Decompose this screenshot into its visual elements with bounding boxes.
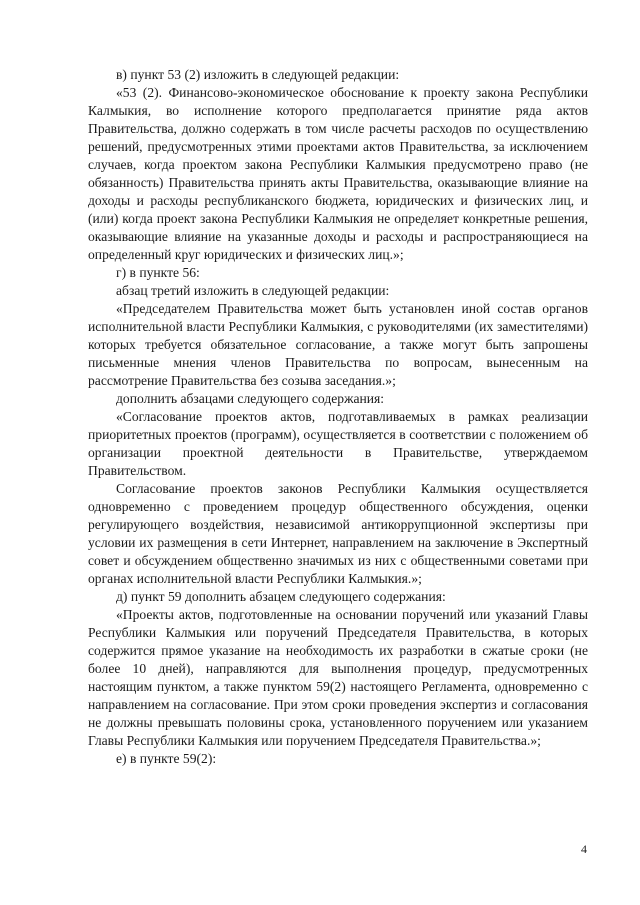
paragraph-priority-projects: «Согласование проектов актов, подготавливаемых в рамках реализации приоритетных проектов (программ), осуществляется в соответствии с положением об организации проектной деятельности в Правительстве, утверждаемом Правительством. <box>88 409 588 478</box>
document-body <box>88 66 588 768</box>
paragraph-amend-59: д) пункт 59 дополнить абзацем следующего содержания: <box>116 589 446 604</box>
paragraph-amend-53-2: в) пункт 53 (2) изложить в следующей редакции: <box>116 67 400 82</box>
paragraph-amend-59-2: е) в пункте 59(2): <box>116 751 217 766</box>
paragraph-law-approval: Согласование проектов законов Республики Калмыкия осуществляется одновременно с проведением процедур общественного обсуждения, оценки регулирующего воздействия, независимой антикоррупционной экспертизы при условии их размещения в сети Интернет, направлением на заключение в Экспертный совет и обсуждением общественно значимых из них с общественными советами при органах исполнительной власти Республики Калмыкия.»; <box>88 481 588 586</box>
paragraph-add-abzacs: дополнить абзацами следующего содержания: <box>116 391 385 406</box>
paragraph-amend-56: г) в пункте 56: <box>116 265 200 280</box>
paragraph-56-abzac-3-text: «Председателем Правительства может быть установлен иной состав органов исполнительной власти Республики Калмыкия, с руководителями (их заместителями) которых требуется обязательное согласование, а также могут быть запрошены письменные мнения членов Правительства по вопросам, вынесенным на рассмотрение Правительства без созыва заседания.»; <box>88 301 588 388</box>
page-number: 4 <box>581 842 587 856</box>
paragraph-56-abzac-3: абзац третий изложить в следующей редакции: <box>116 283 390 298</box>
paragraph-53-2-text: «53 (2). Финансово-экономическое обоснование к проекту закона Республики Калмыкия, во исполнение которого предполагается принятие ряда актов Правительства, должно содержать в том числе расчеты расходов по осуществлению решений, предусмотренных этими проектами актов Правительства, за исключением случаев, когда проектом закона Республики Калмыкия предусмотрено право (не обязанность) Правительства принять акты Правительства, оказывающие влияние на доходы и расходы республиканского бюджета, юридических и физических лиц, и (или) когда проект закона Республики Калмыкия не определяет конкретные решения, оказывающие влияние на указанные доходы и расходы и распространяющиеся на определенный круг юридических и физических лиц.»; <box>88 85 588 262</box>
paragraph-59-text: «Проекты актов, подготовленные на основании поручений или указаний Главы Республики Калмыкия или поручений Председателя Правительства, в которых содержится прямое указание на необходимость их разработки в сжатые сроки (не более 10 дней), направляются для выполнения процедур, предусмотренных настоящим пунктом, а также пунктом 59(2) настоящего Регламента, одновременно с направлением на согласование. При этом сроки проведения экспертиз и согласования не должны превышать половины срока, установленного поручением или указанием Главы Республики Калмыкия или поручением Председателя Правительства.»; <box>88 607 588 748</box>
